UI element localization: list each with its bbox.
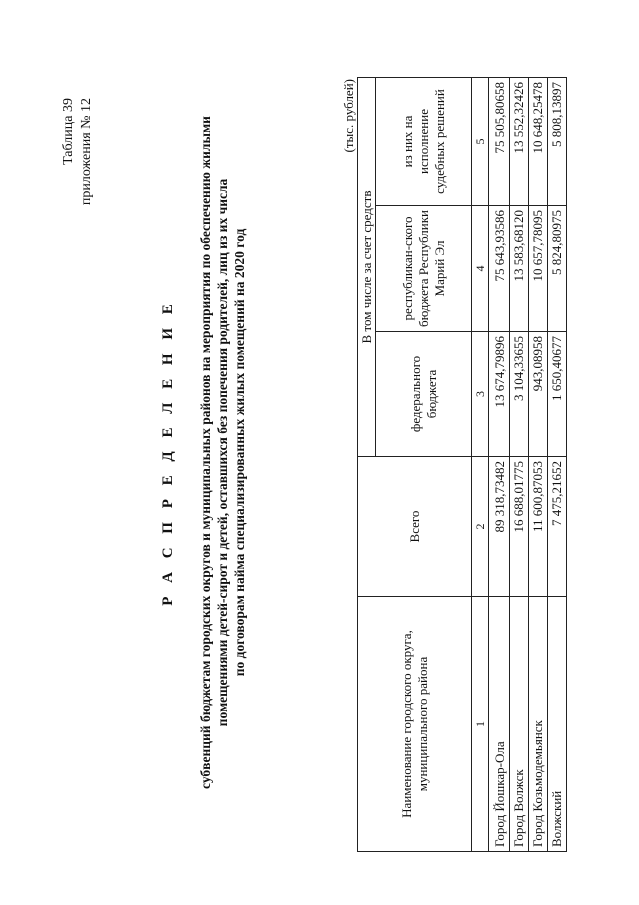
court-value: 10 648,25478 xyxy=(529,77,548,205)
header-municipality: Наименование городского округа, муниципального района xyxy=(358,597,472,852)
table-row xyxy=(548,77,567,851)
total-value: 11 600,87053 xyxy=(529,457,548,597)
column-number: 1 xyxy=(472,597,489,852)
header-republic-budget: республикан-ского бюджета Республики Марий Эл xyxy=(376,206,472,332)
subtitle-line-1: субвенций бюджетам городских округов и муниципальных районов на мероприятия по обеспечению жилыми xyxy=(198,116,213,789)
federal-value: 3 104,33655 xyxy=(510,332,529,457)
municipality-name: Волжский xyxy=(548,597,567,852)
republic-value: 13 583,68120 xyxy=(510,206,529,332)
municipality-name: Город Волжск xyxy=(510,597,529,852)
republic-value: 10 657,78095 xyxy=(529,206,548,332)
document-title: Р А С П Р Е Д Е Л Е Н И Е xyxy=(160,299,176,606)
column-number: 4 xyxy=(472,206,489,332)
total-value: 7 475,21652 xyxy=(548,457,567,597)
units-label: (тыс. рублей) xyxy=(341,79,356,153)
column-number: 5 xyxy=(472,77,489,205)
header-federal-budget: федерального бюджета xyxy=(376,332,472,457)
republic-value: 5 824,80975 xyxy=(548,206,567,332)
table-row xyxy=(489,77,510,851)
federal-value: 943,08958 xyxy=(529,332,548,457)
republic-value: 75 643,93586 xyxy=(489,206,510,332)
table-reference xyxy=(60,98,96,205)
court-value: 13 552,32426 xyxy=(510,77,529,205)
distribution-table xyxy=(357,77,567,852)
appendix-number: приложения № 12 xyxy=(79,98,94,206)
court-value: 75 505,80658 xyxy=(489,77,510,205)
municipality-name: Город Козьмодемьянск xyxy=(529,597,548,852)
court-value: 5 808,13897 xyxy=(548,77,567,205)
municipality-name: Город Йошкар-Ола xyxy=(489,597,510,852)
header-court-decisions: из них на исполнение судебных решений xyxy=(376,77,472,205)
table-row xyxy=(510,77,529,851)
document-subtitle xyxy=(197,80,248,825)
subtitle-line-3: по договорам найма специализированных жилых помещений на 2020 год xyxy=(232,228,247,677)
column-number: 3 xyxy=(472,332,489,457)
table-number: Таблица 39 xyxy=(61,98,76,165)
total-value: 89 318,73482 xyxy=(489,457,510,597)
federal-value: 1 650,40677 xyxy=(548,332,567,457)
table-row xyxy=(529,77,548,851)
header-funding-group: В том числе за счет средств xyxy=(358,77,376,456)
subtitle-line-2: помещениями детей-сирот и детей, оставшихся без попечения родителей, лиц из их числа xyxy=(215,178,230,727)
column-number: 2 xyxy=(472,457,489,597)
federal-value: 13 674,79896 xyxy=(489,332,510,457)
total-value: 16 688,01775 xyxy=(510,457,529,597)
header-total: Всего xyxy=(358,457,472,597)
